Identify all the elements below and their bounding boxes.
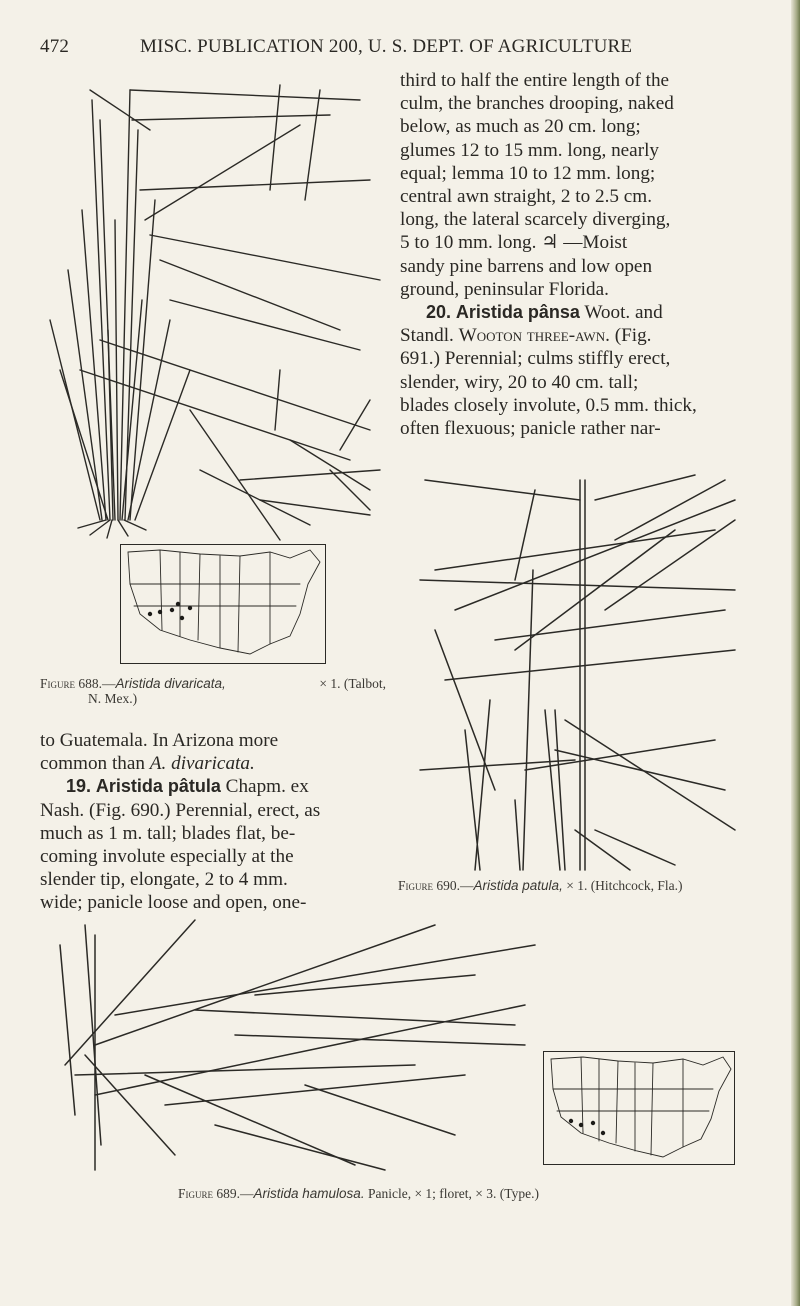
species-number: 20. (426, 302, 452, 323)
text-fragment: common than (40, 753, 145, 775)
text-line: glumes 12 to 15 mm. long, nearly (400, 139, 660, 161)
page-edge (791, 0, 800, 1306)
text-line: wide; panicle loose and open, one- (40, 892, 307, 914)
right-column-text (400, 69, 742, 440)
text-line: 5 to 10 mm. long. ♃ —Moist (400, 232, 628, 254)
figure-689-caption: Figure 689.—Aristida hamulosa. Panicle, × 1; floret, × 3. (Type.) (178, 1186, 539, 1201)
text-line: third to half the entire length of the (400, 70, 670, 91)
species-20-line (400, 324, 742, 347)
text-line (40, 752, 386, 775)
text-line: ground, peninsular Florida. (400, 278, 609, 300)
species-number: 19. (66, 776, 92, 797)
caption-rest: × 1. (Talbot, (319, 676, 386, 691)
caption-species: Aristida divaricata, (115, 676, 226, 691)
text-line: below, as much as 20 cm. long; (400, 116, 641, 138)
caption-rest: × 1. (Hitchcock, Fla.) (566, 878, 683, 893)
text-line: Nash. (Fig. 690.) Perennial, erect, as (40, 799, 321, 821)
text-line: sandy pine barrens and low open (400, 255, 653, 277)
text-line: long, the lateral scarcely diverging, (400, 209, 671, 231)
caption-species: Aristida hamulosa. (253, 1186, 365, 1201)
species-author: Woot. and (584, 302, 663, 324)
text-line: central awn straight, 2 to 2.5 cm. (400, 186, 653, 208)
figure-label: Figure 688. (40, 676, 103, 691)
figure-690-illustration (415, 470, 740, 870)
species-19-heading (40, 775, 386, 798)
text-line: equal; lemma 10 to 12 mm. long; (400, 162, 656, 184)
text-line: often flexuous; panicle rather nar- (400, 418, 661, 440)
figure-689-illustration (55, 915, 545, 1175)
text-line: much as 1 m. tall; blades flat, be- (40, 822, 296, 844)
species-name: Aristida pâtula (95, 776, 221, 797)
us-distribution-map-688 (120, 544, 326, 664)
text-line: coming involute especially at the (40, 846, 294, 868)
text-line: slender, wiry, 20 to 40 cm. tall; (400, 371, 639, 393)
caption-rest: Panicle, × 1; floret, × 3. (Type.) (367, 1186, 539, 1201)
figure-label: Figure 689. (178, 1186, 241, 1201)
text-line: 691.) Perennial; culms stiffly erect, (400, 348, 671, 370)
caption-line: N. Mex.) (88, 691, 138, 706)
common-name: Wooton three-awn. (458, 325, 610, 347)
species-name: Aristida pânsa (455, 302, 580, 323)
figure-688-caption (40, 676, 386, 706)
text-line: blades closely involute, 0.5 mm. thick, (400, 394, 697, 416)
species-20-heading (400, 301, 742, 324)
left-column-text (40, 729, 386, 915)
fig-ref: (Fig. (614, 325, 652, 347)
species-author: Chapm. ex (225, 776, 309, 798)
text-line: culm, the branches drooping, naked (400, 93, 674, 115)
us-distribution-map-689 (543, 1051, 735, 1165)
author-continuation: Standl. (400, 325, 454, 347)
page-number: 472 (40, 36, 70, 57)
species-ref: A. divaricata. (149, 753, 255, 775)
running-title: MISC. PUBLICATION 200, U. S. DEPT. OF AGRICULTURE (140, 36, 633, 57)
text-line: to Guatemala. In Arizona more (40, 730, 279, 751)
figure-label: Figure 690. (398, 878, 461, 893)
figure-690-caption: Figure 690.—Aristida patula, × 1. (Hitchcock, Fla.) (398, 878, 683, 893)
caption-line: Figure 688.—Aristida divaricata, × 1. (Talbot, (40, 676, 386, 691)
caption-species: Aristida patula, (473, 878, 563, 893)
text-line: slender tip, elongate, 2 to 4 mm. (40, 869, 288, 891)
figure-688-illustration (40, 70, 390, 540)
